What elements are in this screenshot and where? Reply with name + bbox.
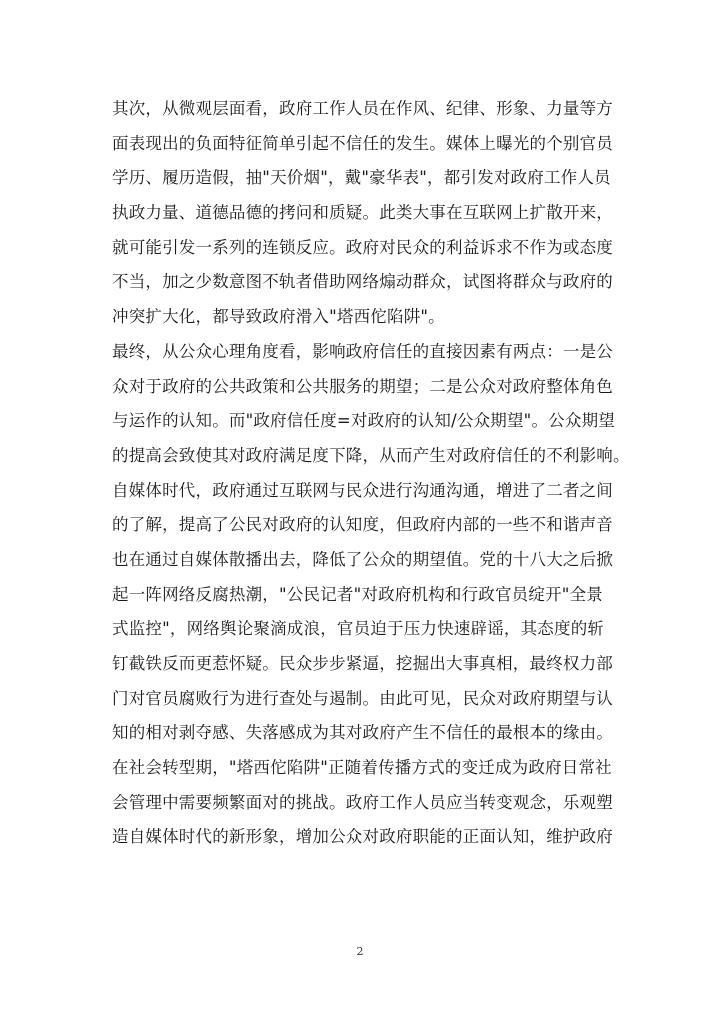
text-line: 式监控"，网络舆论聚滴成浪，官员迫于压力快速辟谣，其态度的斩	[112, 619, 605, 639]
text-line: 冲突扩大化，都导致政府滑入"塔西佗陷阱"。	[112, 307, 445, 327]
text-line: 起一阵网络反腐热潮，"公民记者"对政府机构和行政官员绽开"全景	[112, 584, 603, 604]
text-line: 其次，从微观层面看，政府工作人员在作风、纪律、形象、力量等方	[112, 99, 613, 118]
text-line: 与运作的认知。而"政府信任度=对政府的认知/公众期望"。公众期望	[112, 411, 615, 431]
text-line: 知的相对剥夺感、失落感成为其对政府产生不信任的最根本的缘由。	[112, 723, 613, 743]
text-line: 造自媒体时代的新形象，增加公众对政府职能的正面认知，维护政府	[112, 827, 613, 847]
page-number: 2	[356, 945, 364, 958]
text-line: 不当，加之少数意图不轨者借助网络煽动群众，试图将群众与政府的	[112, 272, 613, 292]
text-line: 门对官员腐败行为进行查处与遏制。由此可见，民众对政府期望与认	[112, 688, 613, 708]
text-line: 也在通过自媒体散播出去，降低了公众的期望值。党的十八大之后掀	[112, 549, 613, 569]
text-line: 的提高会致使其对政府满足度下降，从而产生对政府信任的不利影响。	[112, 445, 630, 465]
text-line: 最终，从公众心理角度看，影响政府信任的直接因素有两点：一是公	[112, 341, 613, 361]
text-line: 面表现出的负面特征简单引起不信任的发生。媒体上曝光的个别官员	[112, 133, 613, 153]
text-line: 钉截铁反而更惹怀疑。民众步步紧逼，挖掘出大事真相，最终权力部	[112, 654, 613, 673]
text-line: 在社会转型期，"塔西佗陷阱"正随着传播方式的变迁成为政府日常社	[112, 758, 612, 778]
text-line: 会管理中需要频繁面对的挑战。政府工作人员应当转变观念，乐观塑	[112, 792, 613, 812]
text-line: 的了解，提高了公民对政府的认知度，但政府内部的一些不和谐声音	[112, 515, 613, 535]
text-line: 就可能引发一系列的连锁反应。政府对民众的利益诉求不作为或态度	[112, 237, 613, 257]
text-line: 执政力量、道德品德的拷问和质疑。此类大事在互联网上扩散开来，	[112, 203, 613, 223]
body-text	[112, 92, 630, 855]
text-line: 自媒体时代，政府通过互联网与民众进行沟通沟通，增进了二者之间	[112, 480, 613, 500]
text-line: 众对于政府的公共政策和公共服务的期望；二是公众对政府整体角色	[112, 376, 613, 396]
text-line: 学历、履历造假，抽"天价烟"，戴"豪华表"，都引发对政府工作人员	[112, 168, 611, 188]
